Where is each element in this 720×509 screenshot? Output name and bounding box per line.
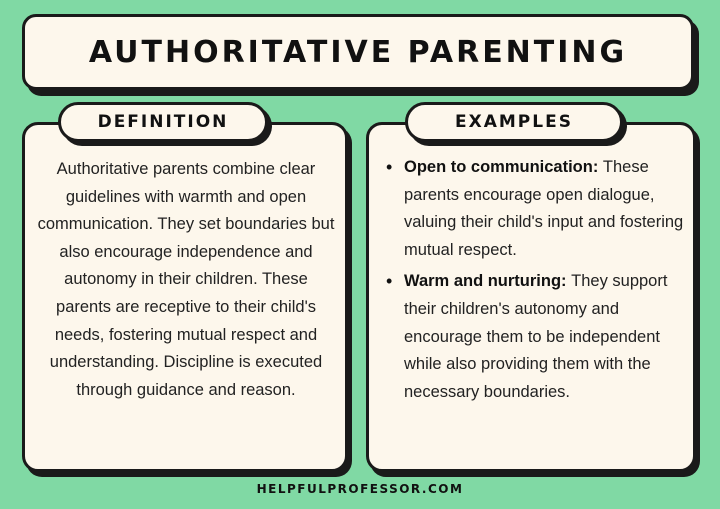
examples-list [382, 154, 687, 410]
bullet-icon: • [386, 157, 393, 177]
example-title: Warm and nurturing: [404, 272, 572, 291]
example-text: These parents encourage open dialogue, valuing their child's input and fostering mutual respect. [404, 158, 684, 259]
footer-credit: HELPFULPROFESSOR.COM [256, 482, 464, 496]
example-text: They support their children's autonomy and encourage them to be independent while also providing them with the necessary boundaries. [404, 272, 668, 401]
bullet-icon: • [386, 271, 393, 292]
definition-tab [58, 102, 268, 142]
examples-heading: EXAMPLES [455, 112, 573, 132]
list-item [382, 268, 687, 406]
examples-tab [405, 102, 623, 142]
list-item [382, 154, 687, 264]
title-banner [22, 14, 694, 90]
page-title: AUTHORITATIVE PARENTING [88, 34, 628, 70]
example-title: Open to communication: [404, 158, 603, 176]
definition-heading: DEFINITION [97, 112, 229, 132]
definition-text: Authoritative parents combine clear guidelines with warmth and open communication. They set boundaries but also encourage independence and autonomy in their children. These parents are receptive to their child's needs, fostering mutual respect and understanding. Discipline is executed through guidance and reason. [37, 160, 335, 399]
